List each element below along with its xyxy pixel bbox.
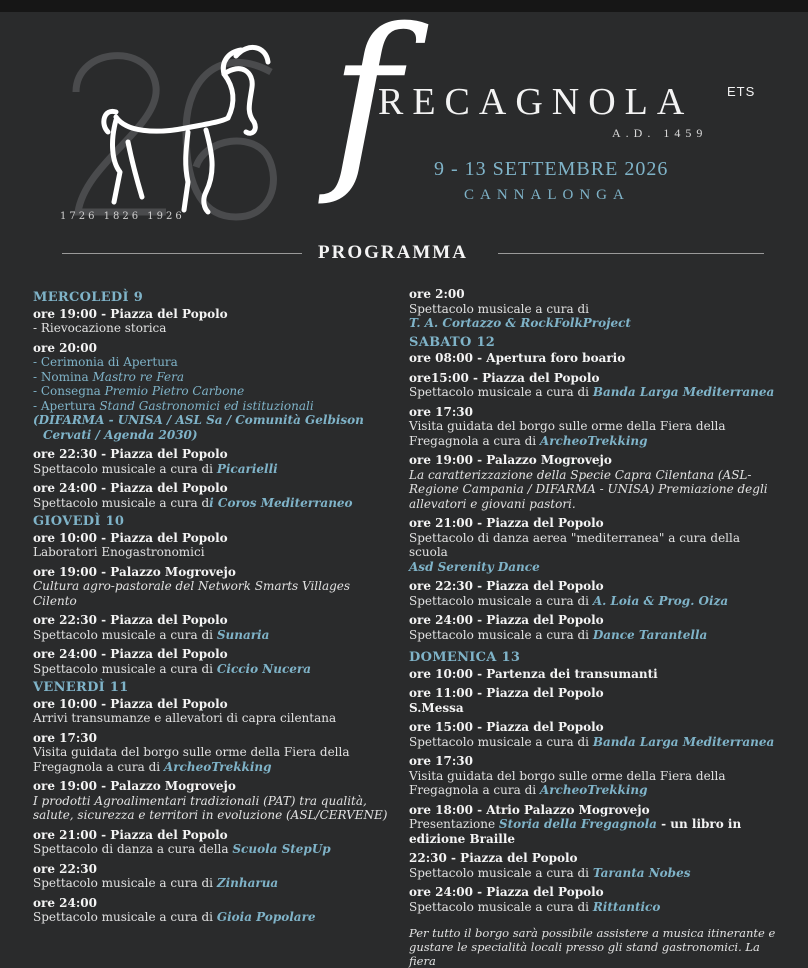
event (409, 371, 781, 400)
event-desc-text: Spettacolo musicale a cura di (33, 910, 217, 924)
event-time: ore 15:00 - Piazza del Popolo (409, 720, 604, 734)
event-desc: Spettacolo di danza aerea "mediterranea" a cura della scuola (409, 530, 741, 559)
event-desc-text: Spettacolo di danza a cura della (33, 842, 233, 856)
event-time: ore 20:00 (33, 340, 97, 355)
event-desc: La caratterizzazione della Specie Capra Cilentana (ASL-Regione Campania / DIFARMA - UNISA) Premiazione degli allevatori e giovani pastori. (409, 467, 768, 511)
event-desc-text: Visita guidata del borgo sulle orme della Fiera della Fregagnola a cura di (409, 419, 726, 448)
event-desc-text: Spettacolo musicale a cura d (33, 495, 210, 510)
event-time: ore 22:30 - Piazza del Popolo (409, 579, 604, 593)
event-time: ore 21:00 - Piazza del Popolo (33, 827, 228, 842)
logo-26-watermark (76, 56, 273, 217)
event-time: ore 22:30 - Piazza del Popolo (33, 447, 228, 461)
event-time: ore 21:00 - Piazza del Popolo (409, 516, 604, 530)
event-desc (33, 842, 393, 857)
event-desc-text: Spettacolo musicale a cura di (409, 627, 593, 642)
brand-suffix: ETS (727, 84, 756, 99)
event-bullet (33, 399, 393, 414)
event-desc (409, 866, 781, 881)
schedule-left-column (33, 287, 393, 930)
bullet-highlight: Stand Gastronomici ed istituzionali (99, 398, 314, 413)
event (33, 613, 393, 642)
event (409, 686, 781, 715)
event-bullet (33, 370, 393, 385)
event-town: CANNALONGA (464, 187, 630, 203)
day-heading: VENERDÌ 11 (33, 680, 129, 695)
event-desc-text: Spettacolo musicale a cura di (33, 461, 217, 476)
event-time: 22:30 - Piazza del Popolo (409, 851, 578, 865)
event-time: ore15:00 - Piazza del Popolo (409, 370, 600, 385)
day-heading: MERCOLEDÌ 9 (33, 290, 144, 305)
event (33, 896, 393, 925)
event-desc (33, 910, 393, 925)
event-desc (409, 594, 781, 609)
event (409, 287, 781, 331)
event-performer: Picarielli (216, 461, 278, 476)
event-desc-text: Visita guidata del borgo sulle orme della Fiera della Fregagnola a cura di (33, 745, 350, 774)
event-dates: 9 - 13 SETTEMBRE 2026 (434, 158, 669, 180)
event-desc-text: Spettacolo musicale a cura di (409, 734, 593, 749)
brand-year: A.D. 1459 (612, 126, 708, 140)
event-time: ore 17:30 (409, 754, 473, 768)
event-time: ore 10:00 - Partenza dei transumanti (409, 666, 658, 681)
event-performer: Taranta Nobes (592, 865, 691, 880)
event-desc-text: Visita guidata del borgo sulle orme della Fiera della Fregagnola a cura di (409, 768, 726, 797)
event-desc-text: Spettacolo musicale a cura di (33, 876, 217, 890)
event-performer: Gioia Popolare (216, 910, 316, 924)
event-performer: T. A. Cortazzo & RockFolkProject (409, 316, 631, 330)
divider-right (498, 253, 764, 254)
event (33, 828, 393, 857)
event-time: ore 10:00 - Piazza del Popolo (33, 696, 228, 711)
event-desc (409, 817, 781, 846)
day-heading: SABATO 12 (409, 334, 496, 350)
event-desc-text: Spettacolo musicale a cura di (33, 627, 217, 642)
event (33, 647, 393, 676)
event-desc-text: Spettacolo musicale a cura di (409, 899, 593, 914)
event-time: ore 24:00 - Piazza del Popolo (409, 613, 604, 627)
event-performer: Scuola StepUp (232, 842, 331, 856)
bullet-highlight: Premio Pietro Carbone (104, 384, 245, 398)
event (33, 731, 393, 775)
event (409, 516, 781, 574)
program-title: PROGRAMMA (318, 242, 468, 263)
poster-header (0, 0, 808, 230)
event (33, 341, 393, 443)
event-performer: Sunaria (216, 627, 270, 642)
divider-left (62, 253, 302, 254)
event-bullet (33, 384, 393, 399)
event-time: ore 2:00 (409, 287, 465, 301)
event-desc (33, 662, 393, 677)
event-performer: Dance Tarantella (592, 627, 708, 642)
event (409, 351, 781, 366)
event-time: ore 19:00 - Palazzo Mogrovejo (33, 564, 236, 579)
event-time: ore 10:00 - Piazza del Popolo (33, 530, 228, 545)
event-desc-tail: - un libro in edizione Braille (409, 817, 742, 846)
event-time: ore 19:00 - Piazza del Popolo (33, 306, 228, 321)
event (409, 613, 781, 642)
event-desc (409, 769, 781, 798)
bullet-text: - Apertura (33, 398, 100, 413)
event (33, 447, 393, 476)
event (409, 667, 781, 682)
event-performer: Ciccio Nucera (216, 661, 312, 676)
event (409, 754, 781, 798)
event-time: ore 24:00 - Piazza del Popolo (409, 885, 604, 899)
event (409, 405, 781, 449)
event-performer: ArcheoTrekking (539, 783, 648, 797)
event-desc: Arrivi transumanze e allevatori di capra cilentana (33, 711, 337, 725)
event-time: ore 17:30 (409, 404, 473, 419)
event-performer: i Coros Mediterraneo (209, 495, 353, 510)
event-desc: Laboratori Enogastronomici (33, 545, 205, 559)
event-desc (409, 735, 781, 750)
day-heading: GIOVEDÌ 10 (33, 514, 125, 529)
event-desc (409, 419, 781, 448)
event (33, 307, 393, 336)
event-performer: Banda Larga Mediterranea (592, 734, 775, 749)
day-heading: DOMENICA 13 (409, 650, 521, 665)
event-desc: I prodotti Agroalimentari tradizionali (PAT) tra qualità, salute, sicurezza e territori in evoluzione (ASL/CERVENE) (33, 793, 388, 822)
event-time: ore 08:00 - Apertura foro boario (409, 351, 626, 365)
event-time: ore 19:00 - Palazzo Mogrovejo (33, 779, 236, 793)
event-performer: A. Loia & Prog. Oiza (592, 593, 729, 608)
event-desc: - Rievocazione storica (33, 321, 167, 335)
event-time: ore 18:00 - Atrio Palazzo Mogrovejo (409, 802, 650, 817)
event-performer: Zinharua (216, 876, 279, 890)
event-desc (409, 628, 781, 643)
event-desc: Spettacolo musicale a cura di (409, 301, 589, 316)
event-desc-text: Presentazione (409, 817, 499, 831)
bullet-text: - Consegna (33, 384, 105, 398)
event-time: ore 11:00 - Piazza del Popolo (409, 686, 604, 700)
event-title: S.Messa (409, 700, 464, 715)
footnote: Per tutto il borgo sarà possibile assistere a musica itinerante e gustare le specialità locali presso gli stand gastronomici. La fiera (409, 926, 776, 968)
brand-name: RECAGNOLA (378, 81, 694, 123)
event-desc (33, 745, 393, 774)
bullet-highlight: Mastro re Fera (92, 369, 185, 384)
event-desc (409, 385, 781, 400)
logo-years: 1726 1826 1926 (60, 211, 185, 222)
event-bullet: - Cerimonia di Apertura (33, 355, 178, 369)
event-desc (33, 876, 393, 891)
event-time: ore 24:00 - Piazza del Popolo (33, 481, 228, 495)
goat-figure (104, 47, 268, 212)
event (409, 453, 781, 511)
event-bullet (33, 413, 393, 442)
goat-logo (56, 32, 296, 237)
event-time: ore 19:00 - Palazzo Mogrovejo (409, 453, 612, 467)
event (33, 531, 393, 560)
event-time: ore 22:30 - Piazza del Popolo (33, 613, 228, 627)
event-desc (33, 496, 393, 511)
event (409, 885, 781, 914)
event-desc-text: Spettacolo musicale a cura di (409, 593, 593, 608)
event (409, 579, 781, 608)
event (409, 720, 781, 749)
bullet-partners: (DIFARMA - UNISA / ASL Sa / Comunità Gelbison Cervati / Agenda 2030) (33, 413, 364, 442)
event-desc (409, 900, 781, 915)
event-desc: Cultura agro-pastorale del Network Smarts Villages Cilento (33, 579, 351, 608)
top-bar (0, 0, 808, 12)
brand-f-letter: f (330, 0, 401, 209)
event (409, 851, 781, 880)
event-performer: ArcheoTrekking (539, 433, 648, 448)
event-desc-text: Spettacolo musicale a cura di (409, 865, 593, 880)
event-time: ore 22:30 (33, 861, 97, 876)
event-performer: Banda Larga Mediterranea (592, 385, 775, 399)
event-performer: Asd Serenity Dance (409, 559, 540, 574)
event (33, 481, 393, 510)
event-desc (33, 462, 393, 477)
event-desc (33, 628, 393, 643)
event-time: ore 24:00 (33, 895, 97, 910)
event (33, 862, 393, 891)
event (33, 779, 393, 823)
event (409, 803, 781, 847)
event-time: ore 17:30 (33, 730, 97, 745)
event-performer: Rittantico (592, 899, 661, 914)
event-performer: ArcheoTrekking (163, 759, 272, 774)
event-time: ore 24:00 - Piazza del Popolo (33, 647, 228, 661)
event (33, 697, 393, 726)
bullet-text: - Nomina (33, 369, 93, 384)
event-book-title: Storia della Fregagnola (498, 817, 657, 831)
event (33, 565, 393, 609)
event-desc-text: Spettacolo musicale a cura di (409, 385, 593, 399)
schedule-right-column (409, 287, 781, 968)
event-desc-text: Spettacolo musicale a cura di (33, 661, 217, 676)
program-heading (0, 240, 808, 270)
